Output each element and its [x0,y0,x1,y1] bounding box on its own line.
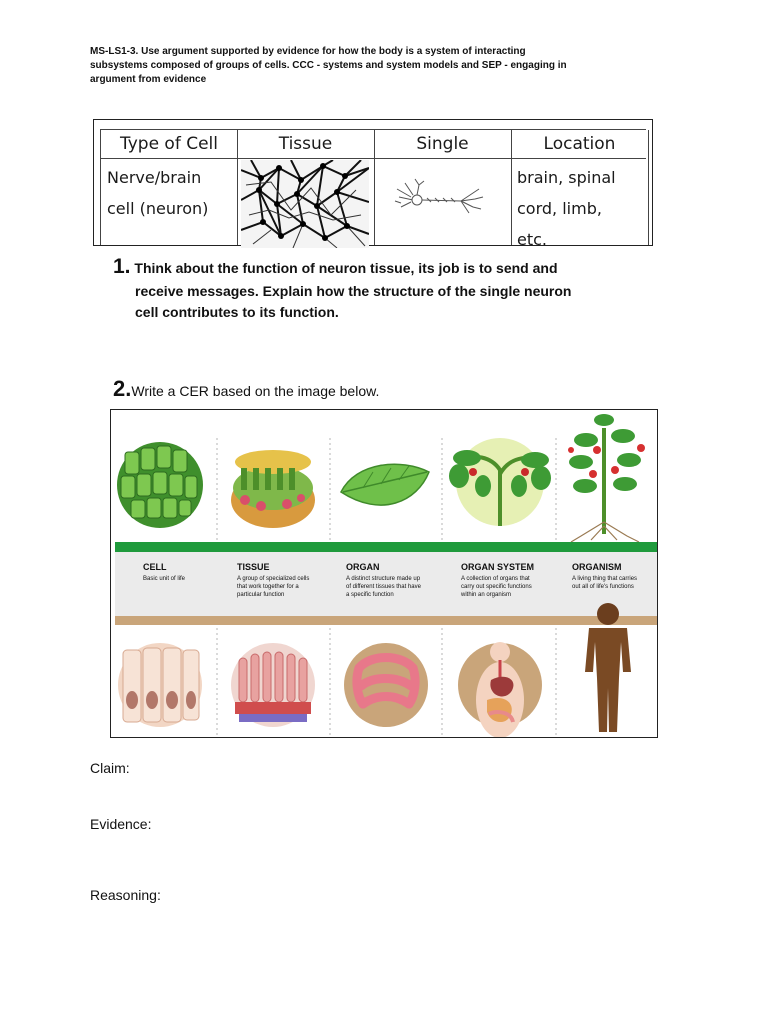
leaf-organ-image [341,464,429,505]
level-tissue-desc-2: that work together for a [237,584,299,590]
level-organism-title: ORGANISM [572,562,622,572]
standard-line-3: argument from evidence [90,74,207,85]
location-line-3: etc. [517,230,547,249]
location-line-2: cord, limb, [517,199,602,218]
question-1-line-3: cell contributes to its function. [135,304,339,320]
level-organ-title: ORGAN [346,562,380,572]
level-tissue-title: TISSUE [237,562,270,572]
level-tissue [237,562,327,599]
header-divider [101,158,646,159]
level-organ-system [461,562,553,599]
level-organism-desc-2: out all of life's functions [572,584,634,590]
location-value [517,162,616,255]
location-line-1: brain, spinal [517,168,616,187]
question-2 [113,376,379,402]
claim-label: Claim: [90,760,130,776]
question-1 [113,256,558,279]
neuron-cell-image [391,175,491,225]
cell-animal-image [118,643,202,727]
organism-plant-image [568,414,645,542]
level-organism-desc-1: A living thing that carries [572,576,638,582]
cell-plant-image [117,442,203,528]
evidence-label: Evidence: [90,816,152,832]
type-line-1: Nerve/brain [107,168,202,187]
level-organism [572,562,656,591]
standard-line-2: subsystems composed of groups of cells. CCC - systems and system models and SEP - engaging in [90,60,567,71]
level-cell [143,562,213,583]
level-organ-system-desc-2: carry out specific functions [461,584,532,590]
tan-band [115,616,657,625]
level-organ [346,562,438,599]
green-band [115,542,657,552]
intestine-organ-image [344,643,428,727]
organ-system-plant-image [449,438,551,526]
level-cell-title: CELL [143,562,167,572]
level-cell-desc: Basic unit of life [143,576,186,582]
question-2-text: Write a CER based on the image below. [131,383,380,399]
neuron-tissue-image [241,160,369,248]
question-1-line-1: Think about the function of neuron tissue, its job is to send and [134,260,558,276]
level-tissue-desc-3: particular function [237,592,285,598]
header-location: Location [543,134,616,154]
question-1-number: 1. [113,255,131,278]
standard-text [90,45,610,87]
cell-table [93,119,653,249]
header-type: Type of Cell [119,134,218,154]
tissue-plant-image [231,450,315,528]
question-2-number: 2. [113,376,132,401]
level-organ-system-desc-3: within an organism [461,592,512,598]
level-organ-desc-2: of different tissues that have [346,584,421,590]
type-value [107,162,208,224]
levels-of-organization-figure [110,409,658,738]
cell-table-grid [100,129,646,249]
digestive-system-image [458,642,542,738]
type-line-2: cell (neuron) [107,199,209,218]
level-tissue-desc-1: A group of specialized cells [237,576,310,582]
level-organ-system-desc-1: A collection of organs that [461,576,530,582]
header-tissue: Tissue [278,134,333,154]
level-organ-desc-1: A distinct structure made up [346,576,421,582]
standard-line-1: MS-LS1-3. Use argument supported by evidence for how the body is a system of interacting [90,46,526,57]
tissue-animal-image [231,643,315,727]
reasoning-label: Reasoning: [90,887,161,903]
level-organ-desc-3: a specific function [346,592,394,598]
level-organ-system-title: ORGAN SYSTEM [461,562,535,572]
header-single: Single [416,134,469,154]
question-1-line-2: receive messages. Explain how the structure of the single neuron [135,283,572,299]
question-1-cont [135,281,571,323]
